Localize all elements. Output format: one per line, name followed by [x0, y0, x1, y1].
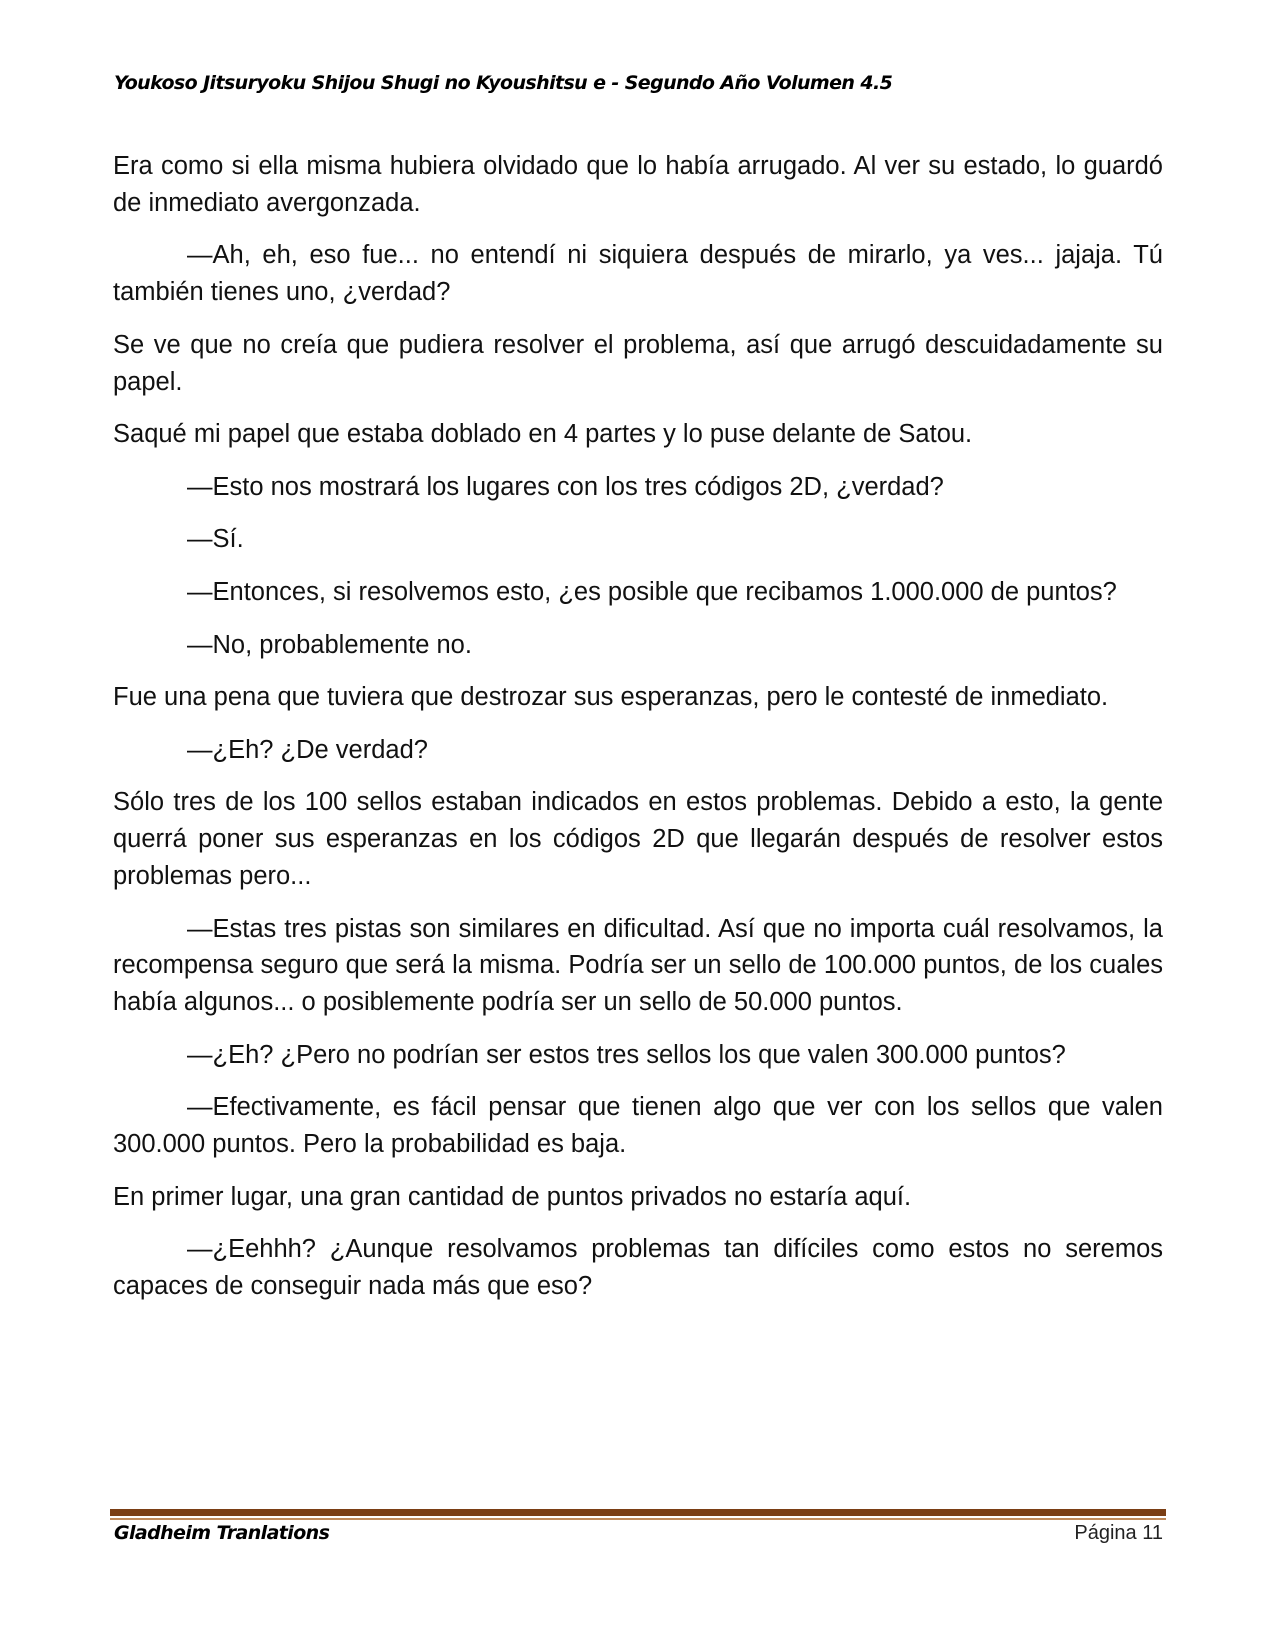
running-header: Youkoso Jitsuryoku Shijou Shugi no Kyoushitsu e - Segundo Año Volumen 4.5 [114, 72, 893, 94]
dialogue-paragraph: —Sí. [187, 525, 244, 554]
page-number [1074, 1522, 1163, 1545]
body-text [113, 148, 1163, 1321]
dialogue-paragraph: —¿Eehhh? ¿Aunque resolvamos problemas tan difíciles como estos no seremos capaces de conseguir nada más que eso? [113, 1235, 1163, 1301]
narration-paragraph: Era como si ella misma hubiera olvidado que lo había arrugado. Al ver su estado, lo guardó de inmediato avergonzada. [113, 152, 1163, 217]
dialogue-paragraph: —Esto nos mostrará los lugares con los tres códigos 2D, ¿verdad? [187, 472, 944, 501]
dialogue-paragraph: —Ah, eh, eso fue... no entendí ni siquiera después de mirarlo, ya ves... jajaja. Tú también tienes uno, ¿verdad? [113, 241, 1163, 307]
narration-paragraph: En primer lugar, una gran cantidad de puntos privados no estaría aquí. [113, 1182, 912, 1211]
page-number-value: 11 [1142, 1522, 1163, 1544]
narration-paragraph: Sólo tres de los 100 sellos estaban indicados en estos problemas. Debido a esto, la gente querrá poner sus esperanzas en los códigos 2D que llegarán después de resolver estos problemas pero... [113, 788, 1163, 890]
narration-paragraph: Saqué mi papel que estaba doblado en 4 partes y lo puse delante de Satou. [113, 420, 973, 449]
dialogue-paragraph: —Estas tres pistas son similares en dificultad. Así que no importa cuál resolvamos, la recompensa seguro que será la misma. Podría ser un sello de 100.000 puntos, de los cuales había algunos... o posiblemente podría ser un sello de 50.000 puntos. [113, 914, 1163, 1017]
dialogue-paragraph: —No, probablemente no. [187, 630, 472, 659]
narration-paragraph: Se ve que no creía que pudiera resolver el problema, así que arrugó descuidadamente su papel. [113, 330, 1163, 396]
dialogue-paragraph: —Efectivamente, es fácil pensar que tienen algo que ver con los sellos que valen 300.000 puntos. Pero la probabilidad es baja. [113, 1093, 1163, 1159]
page-label: Página [1074, 1522, 1137, 1544]
footer-rule-thin [110, 1518, 1166, 1520]
narration-paragraph: Fue una pena que tuviera que destrozar sus esperanzas, pero le contesté de inmediato. [113, 683, 1109, 712]
footer-rule [110, 1509, 1166, 1516]
footer-credit: Gladheim Tranlations [114, 1522, 330, 1544]
dialogue-paragraph: —Entonces, si resolvemos esto, ¿es posible que recibamos 1.000.000 de puntos? [187, 577, 1117, 606]
dialogue-paragraph: —¿Eh? ¿De verdad? [187, 735, 428, 764]
dialogue-paragraph: —¿Eh? ¿Pero no podrían ser estos tres sellos los que valen 300.000 puntos? [187, 1040, 1066, 1069]
